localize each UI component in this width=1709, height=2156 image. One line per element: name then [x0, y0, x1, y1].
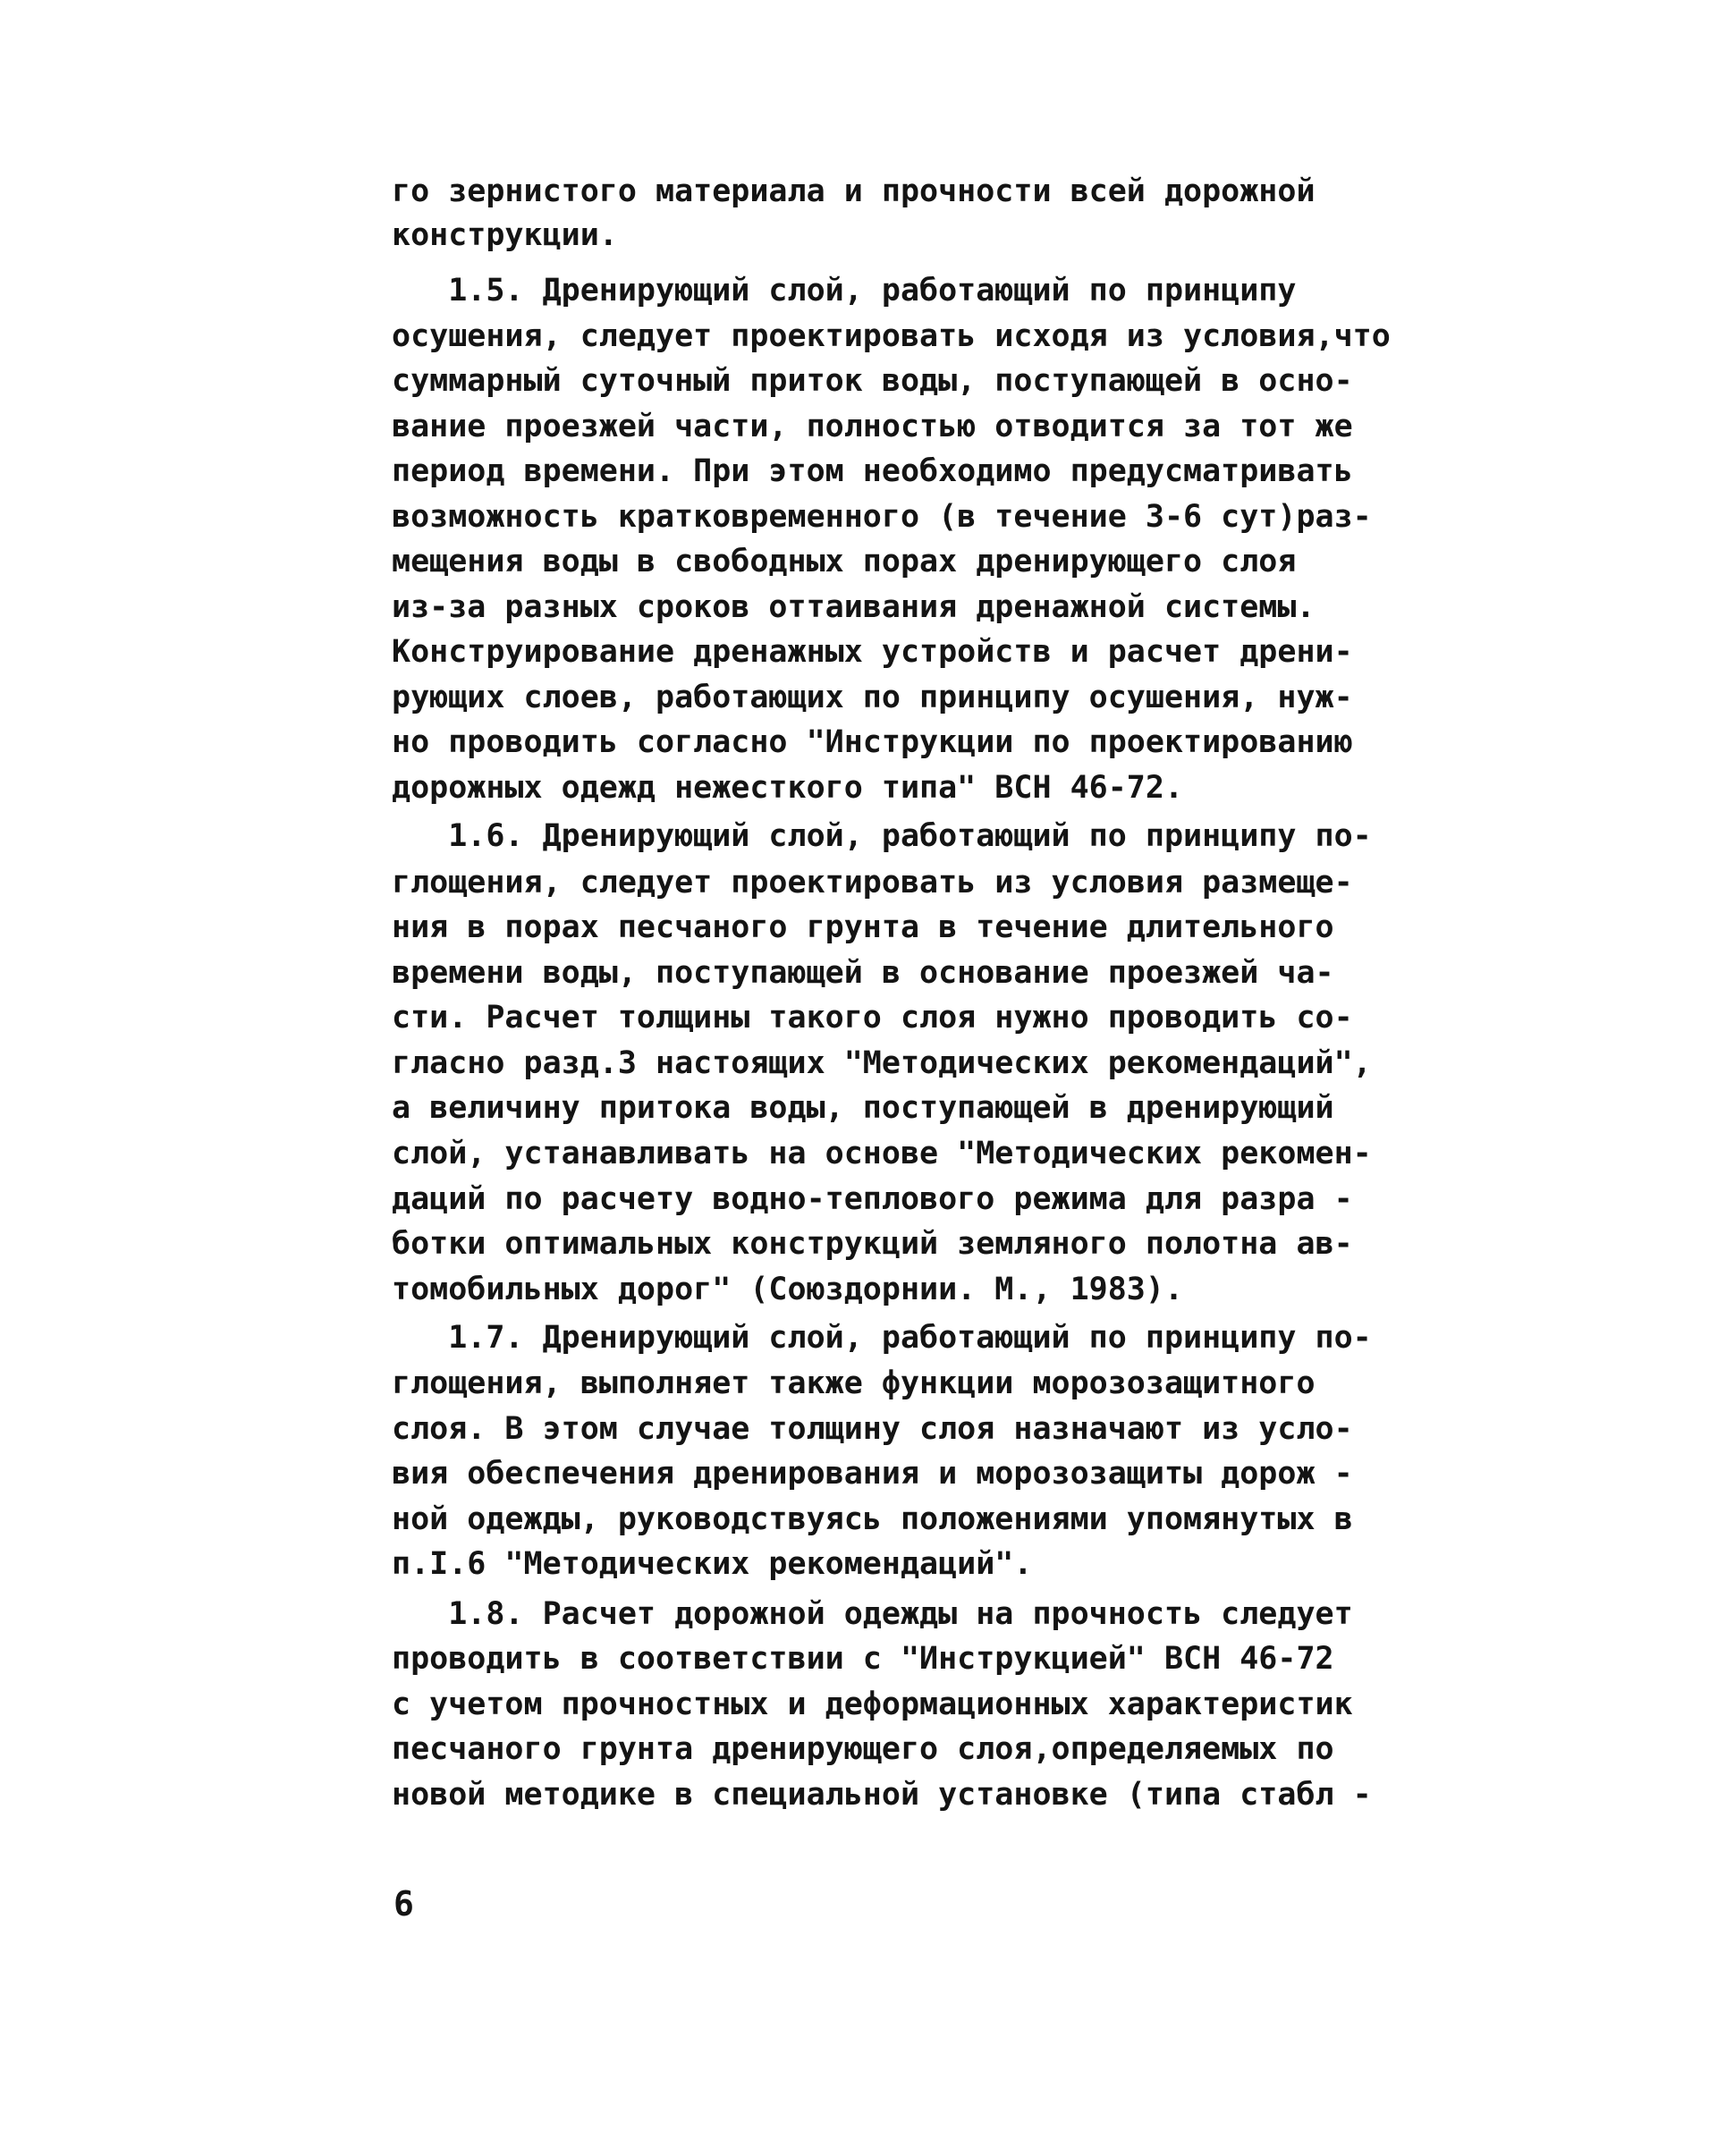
text-line: рующих слоев, работающих по принципу осушения, нуж-: [392, 680, 1353, 715]
text-line: ной одежды, руководствуясь положениями упомянутых в: [392, 1501, 1353, 1537]
text-line: го зернистого материала и прочности всей дорожной: [392, 173, 1316, 209]
text-line: конструкции.: [392, 217, 618, 253]
text-line: ботки оптимальных конструкций земляного полотна ав-: [392, 1226, 1353, 1262]
text-line: глощения, выполняет также функции морозозащитного: [392, 1365, 1316, 1401]
text-line: гласно разд.3 настоящих "Методических рекомендаций",: [392, 1045, 1372, 1081]
text-line: глощения, следует проектировать из условия размеще-: [392, 865, 1353, 900]
text-line: мещения воды в свободных порах дренирующего слоя: [392, 544, 1297, 579]
text-line: слоя. В этом случае толщину слоя назначают из усло-: [392, 1411, 1353, 1447]
text-line: новой методике в специальной установке (типа стабл -: [392, 1777, 1372, 1813]
text-line: 1.7. Дренирующий слой, работающий по принципу по-: [392, 1320, 1372, 1356]
text-line: 1.8. Расчет дорожной одежды на прочность следует: [392, 1596, 1353, 1632]
text-line: но проводить согласно "Инструкции по проектированию: [392, 724, 1353, 760]
text-line: осушения, следует проектировать исходя из условия,что: [392, 318, 1391, 354]
text-line: песчаного грунта дренирующего слоя,определяемых по: [392, 1731, 1334, 1767]
text-line: суммарный суточный приток воды, поступающей в осно-: [392, 363, 1353, 399]
text-line: ния в порах песчаного грунта в течение длительного: [392, 909, 1334, 945]
text-line: 1.5. Дренирующий слой, работающий по принципу: [392, 273, 1297, 309]
text-line: слой, устанавливать на основе "Методических рекомен-: [392, 1136, 1372, 1171]
text-line: п.I.6 "Методических рекомендаций".: [392, 1546, 1033, 1582]
text-line: а величину притока воды, поступающей в дренирующий: [392, 1090, 1334, 1126]
text-line: с учетом прочностных и деформационных характеристик: [392, 1687, 1353, 1722]
text-line: времени воды, поступающей в основание проезжей ча-: [392, 955, 1334, 991]
text-line: вия обеспечения дренирования и морозозащиты дорож -: [392, 1456, 1353, 1492]
text-line: сти. Расчет толщины такого слоя нужно проводить со-: [392, 1000, 1353, 1036]
text-line: дорожных одежд нежесткого типа" ВСН 46-72.: [392, 770, 1184, 806]
text-line: томобильных дорог" (Союздорнии. М., 1983).: [392, 1272, 1184, 1307]
text-line: Конструирование дренажных устройств и расчет дрени-: [392, 634, 1353, 670]
text-line: возможность кратковременного (в течение 3-6 сут)раз-: [392, 499, 1372, 535]
text-line: проводить в соответствии с "Инструкцией" ВСН 46-72: [392, 1641, 1334, 1677]
text-line: даций по расчету водно-теплового режима для разра -: [392, 1181, 1353, 1217]
text-line: период времени. При этом необходимо предусматривать: [392, 453, 1353, 489]
page-number: 6: [393, 1884, 414, 1923]
text-line: из-за разных сроков оттаивания дренажной системы.: [392, 589, 1316, 625]
text-line: 1.6. Дренирующий слой, работающий по принципу по-: [392, 818, 1372, 854]
text-line: вание проезжей части, полностью отводится за тот же: [392, 409, 1353, 444]
